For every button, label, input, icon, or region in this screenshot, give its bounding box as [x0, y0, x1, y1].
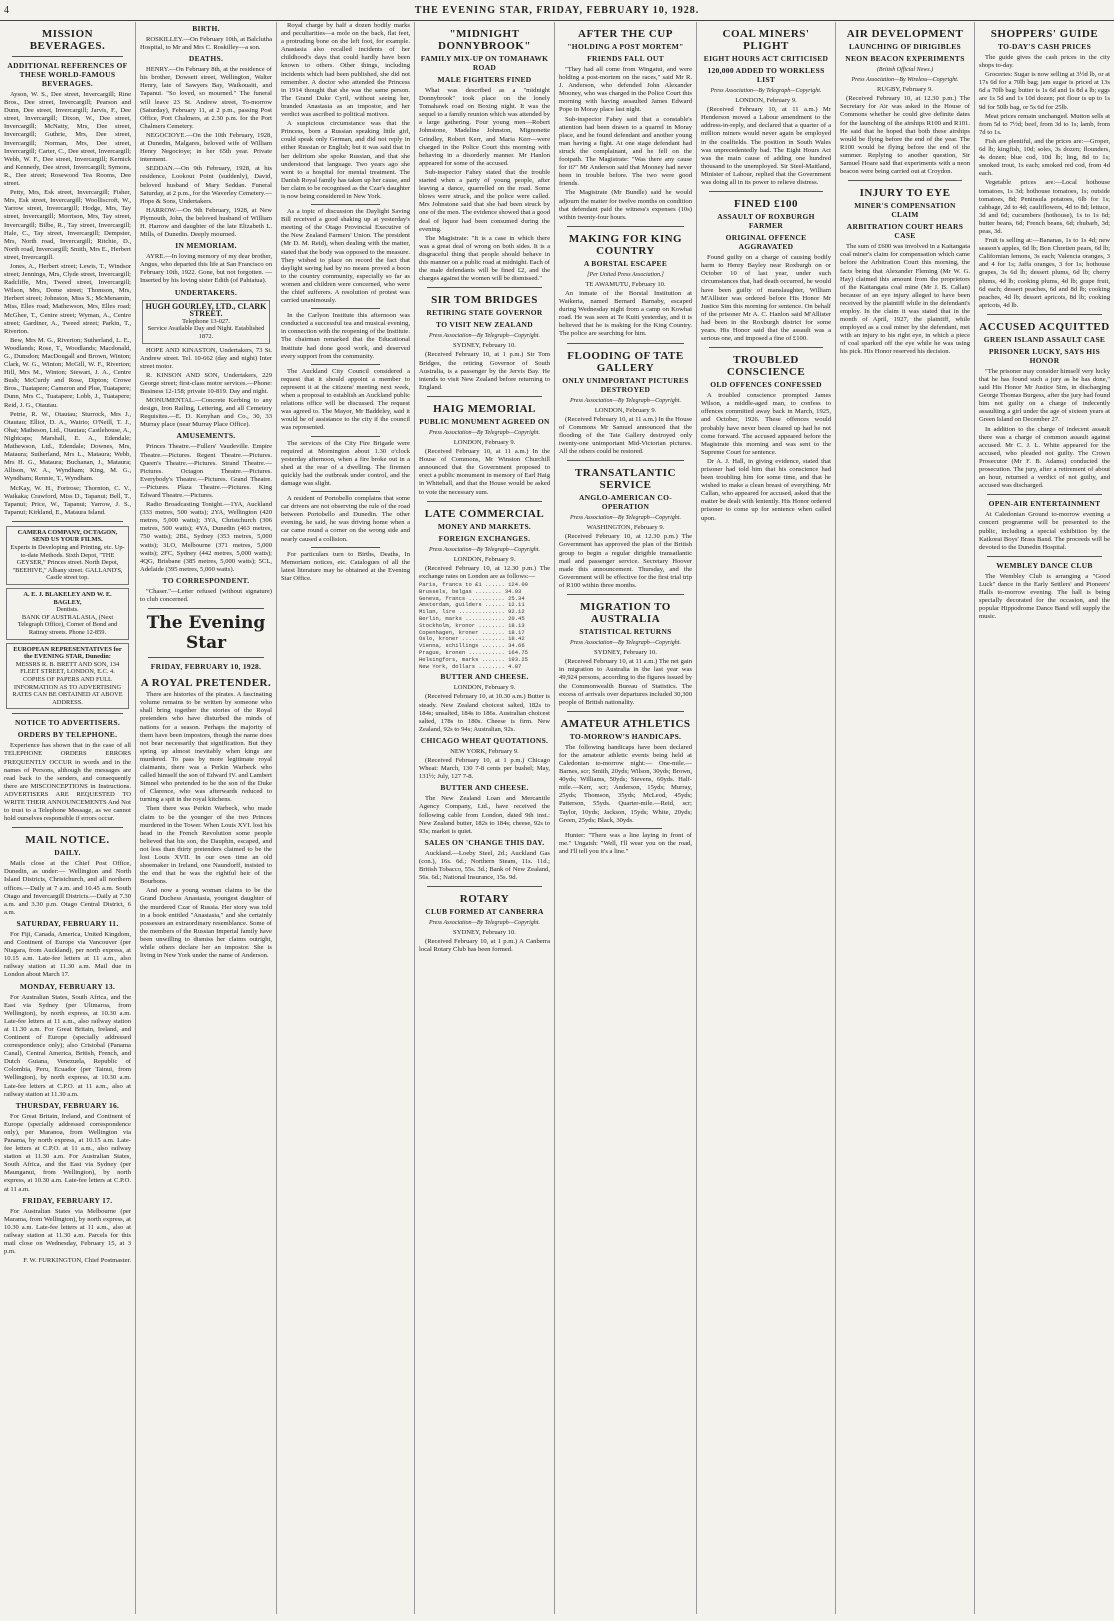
shoppers-vegetables: Vegetable prices are:—Local hothouse tomatoes, 1s 3d; hothouse tomatoes, 1s; outside tomatoes, 8d; Peninsula potatoes, 6lb for 1s; cabbage, 2d to 4d; cauliflowers, 4d to 8d; lettuce, 3d and 6d; cucumbers (hothouse), 1s to 1s 6d; butter beans, 6d; French beans, 6d; rhubarb, 3d; peas, 3d.: [979, 179, 1110, 235]
accused-acquitted-text-2: In addition to the charge of indecent assault there was a charge of common assault against accused. Mr C. J. L. White appeared for the accused, who pleaded not guilty. The Crown Prosecutor (Mr F. B. Adams) conducted the prosecution. The jury, after a retirement of about an hour, returned a verdict of not guilty, and accused was discharged.: [979, 425, 1110, 490]
death-notice-1: HENRY.—On February 8th, at the residence of his brother, Dowsett street, Wellington, Walter Henry, late of Sawyers Bay, Waikouaiti, and Tapanui. "So loved, so mourned." The funeral will leave 23 St. Andrew street, To-morrow (Saturday), February 11, at 2 p.m., passing Post Office, Port Chalmers, at 2.30 p.m. for the Port Chalmers Cemetery.: [140, 66, 272, 130]
footer-joke: Hunter: "There was a line laying in front of me." Ungaish: "Well, I'll wear you on the road, and I'll tell you it's a line.": [559, 831, 692, 855]
fx-row: Helsingfors, marks ....... 193.25: [419, 655, 528, 663]
news-auckland-council: The Auckland City Council considered a request that it should appoint a member to represent it at the citizens' meeting next week, when a proposal to establish an Auckland public relations office will be discussed. The request was agreed to. The Mayor, Mr Baddeley, said it would be of assistance to the city if the council was represented.: [281, 367, 410, 432]
reference-list-5: Petrie, R. W., Otautau; Sturrock, Mrs J., Otautau; Elliot, D. A., Wairio; O'Neill, T. J., Ohai; Matheson, Ltd., Otautau; Castlehouse, A., Nightcaps; Marshall, E. A., Edendale; Mathewson, Ltd., Edendale; Downes, Mrs, Mataura; Sutherland, Mrs L., Mataura; Webb, Mrs H. G., Mataura; Buchanan, J., Mataura; Allison, W. A., Wyndham; King, M. G., Wyndham; Rennie, T., Wyndham.: [4, 410, 131, 483]
heading-mission-beverages: MISSION BEVERAGES.: [29, 28, 106, 52]
fined-subheading: ASSAULT OF ROXBURGH FARMER: [717, 212, 815, 231]
fx-row: Stockholm, kronor ........ 18.13: [419, 621, 525, 629]
late-commercial-heading: LATE COMMERCIAL: [424, 507, 545, 520]
injury-eye-subheading: MINER'S COMPENSATION CLAIM: [854, 201, 956, 220]
mail-daily-text: Mails close at the Chief Post Office, Dunedin, as under:— Wellington and North Island Districts, Christchurch, and all northern offices.—Daily at 7 a.m. and 10.45 a.m. South Otago and Invercargill Districts.—Daily at 7.30 a.m. and 3.30 p.m. Otago Central District, 6 a.m.: [4, 860, 131, 916]
troubled-conscience-text-2: Dr A. J. Hall, in giving evidence, stated that prisoner had told him that his conscience had been troubling him for some time, and that he wished to make a clean breast of everything. Mr Callan, who appeared for accused, asked that the matter be dealt with leniently. His Honor ordered prisoner to come up for sentence when called upon.: [701, 457, 831, 522]
death-notice-2: NEGOCIOYE.—On the 10th February, 1928, at Dunedin, Malgares, beloved wife of William Henry Negocioye; in her 65th year. Private interment.: [140, 131, 272, 164]
column-7: [836, 22, 975, 1614]
sales-text: Auckland.—Loeby Steel, 2d.; Auckland Gas (con.), 16s. 6d.; Northern Steam, 11s. 11d.; British Tobacco, 55s. 3d.; Bank of New Zealand, 56s. 6d.; National Insurance, 15s. 9d.: [419, 849, 550, 882]
rotary-dateline: SYDNEY, February 10.: [453, 929, 516, 937]
athletics-subheading: TO-MORROW'S HANDICAPS.: [569, 731, 682, 741]
king-dateline: TE AWAMUTU, February 10.: [585, 280, 666, 288]
migration-text: (Received February 10, at 11 a.m.) The net gain in migration to Australia in the last year was 49,924 persons, according to the figures issued by the Commonwealth Bureau of Statistics. The excess of arrivals over departures included 30,300 people of British nationality.: [559, 658, 692, 706]
deaths-heading: DEATHS.: [188, 54, 224, 64]
donnybrook-subheading-2: MALE FIGHTERS FINED: [437, 75, 532, 84]
column-8: [975, 22, 1114, 1614]
reference-list-3: Jones, A., Herbert street; Lewis, T., Windsor street; Jennings, Mrs, Clyde street, Invercargill; Radcliffe, Mrs, Tweed street, Invercargill; Wilson, Mrs, Dome street; Thomson, Mrs, Herbert street; Johnston, Miss S.; McMenamin, Miss, Elles road; Mathewson, Mrs, Elles road; McGhee, T., Centre street; Wyman, A., Centre street; Gardiner, A., Tweed street; Parkin, T., Riverton.: [4, 262, 131, 335]
leader-paragraph-3: And now a young woman claims to be the Grand Duchess Anastasia, youngest daughter of the murdered Czar of Russia. Her story was told in a book entitled "Anastasia," and she certainly possesses an extraordinary resemblance. Some of the members of the Russian Imperial family have been unwilling to dismiss her claims outright, while others declare her an impostor. She is living in New York under the name of Anderson.: [140, 887, 272, 960]
gourley-text: Service Available Day and Night. Established 1872.: [147, 325, 265, 340]
reference-list-6: McKay, W. H., Fortrose; Thornton, C. V., Waikaka; Crawford, Miss D., Tapanui; Bell, T., Tapanui; Price, W., Tapanui; Yarrow, J. S., Tapanui; Kirkland, E., Mataura Island.: [4, 484, 131, 516]
air-development-subheading: LAUNCHING OF DIRIGIBLES: [848, 42, 962, 51]
wembley-text: The Wembley Club is arranging a "Good Luck" dance in the Early Settlers' and Pioneers' Halls to-morrow evening. The hall is being specially decorated for the occasion, and the popular Hippodrome Dance Band will supply the music.: [979, 572, 1110, 621]
air-development-subheading-2: NEON BEACON EXPERIMENTS: [845, 54, 965, 63]
after-cup-text-3: The Magistrate (Mr Bundle) said he would adjourn the matter for twelve months on condition that defendant paid the witness's expenses (10s) within twenty-four hours.: [559, 189, 692, 221]
radio-broadcasting: Radio Broadcasting Tonight.—1YA, Auckland (333 metres, 500 watts); 2YA, Wellington (420 metres, 5,000 watts); 3YA, Christchurch (306 metres, 500 watts); 4YA, Dunedin (463 metres, 750 watts); 2BL, Sydney (353 metres, 5,000 watts); 3LO, Melbourne (371 metres, 5,000 watts); 2FC, Sydney (442 metres, 5,000 watts); 4QG, Brisbane (385 metres, 5,000 watts); 5CL, Adelaide (395 metres, 5,000 watts).: [140, 501, 272, 573]
chicago-dateline: NEW YORK, February 9.: [450, 747, 519, 755]
chicago-text: (Received February 10, at 1 p.m.) Chicago Wheat: March, 130 7-8 cents per bushel; May, 131½; July, 127 7-8.: [419, 757, 550, 781]
reference-list-1: Ayson, W. S., Dee street, Invercargill; Rine Bros., Dee street, Invercargill; Pearson and Dunn, Dee street, Invercargill; Jarvis, F., Dee street, Invercargill; Dixon, W., Dee street, Invercargill; McNatty, Mrs, Dee street, Invercargill; Guthrie, Mrs, Dee street, Invercargill; Norman, Mrs, Dee street, Invercargill; Carter, C., Dee street, Invercargill; Webb, W. F., Dee street, Invercargill; Kernick and Kennedy, Dee street, Invercargill; Symons, R., Dee street; Rosewood Tea Rooms, Dee street.: [4, 91, 131, 188]
fined-subheading-2: ORIGINAL OFFENCE AGGRAVATED: [725, 233, 807, 252]
shoppers-intro: The guide gives the cash prices in the city shops to-day.: [979, 54, 1110, 70]
air-development-heading: AIR DEVELOPMENT: [846, 28, 964, 40]
tate-heading: FLOODING OF TATE GALLERY: [567, 349, 684, 374]
mail-thursday-heading: THURSDAY, FEBRUARY 16.: [15, 1100, 120, 1110]
leader-heading: A ROYAL PRETENDER.: [140, 677, 272, 690]
column-3: [277, 22, 415, 1614]
mail-monday-text: For Australian States, South Africa, and the East via Sydney (per Ulimaroa, from Wellington), by north express, at 10.30 a.m. Late-fee letters at 11 a.m., also railway station at 11.30 a.m. For Great Britain, Ireland, and Continent of Europe (specially addressed correspondence only); also Cristobal (Panama Canal), Central America, British, French, and Dutch Guiana, Venezuela, Republic of Colombia, Peru, Ecuador (per Tainui, from Wellington), by north express, at 10.30 a.m. Late-fee letters at C.P.O. at 11 a.m., also at railway station at 11.30 a.m.: [4, 993, 131, 1098]
gourley-ad: [142, 300, 270, 344]
subheading-references: ADDITIONAL REFERENCES OF THESE WORLD-FAMOUS BEVERAGES.: [7, 61, 128, 88]
troubled-conscience-subheading: OLD OFFENCES CONFESSED: [710, 380, 822, 390]
after-cup-heading: AFTER THE CUP: [578, 28, 673, 40]
air-press-line: Press Association—By Wireless—Copyright.: [851, 77, 959, 84]
king-press-line: [Per United Press Association.]: [587, 271, 664, 278]
coal-miners-subheading-2: 120,000 ADDED TO WORKLESS LIST: [707, 66, 825, 84]
accused-acquitted-text: "The prisoner may consider himself very lucky that he has found such a jury as he has done," said His Honor Mr Justice Sim, in discharging George Thomas Burgess, after the jury had found him not guilty on a charge of indecently assaulting a girl under the age of sixteen years at Green Island on December 27.: [979, 367, 1110, 424]
orders-telephone-heading: ORDERS BY TELEPHONE.: [17, 730, 118, 740]
reference-list-4: Bew, Mrs M. G., Riverton; Sutherland, L. E., Woodlands; Rose, T., Woodlands; Macdonald, G., Dunsdon; MacDougall and Brown, Winton; Clark, W. G., Winton; McGill, W. F., Riverton; Hill, Mrs M., Winton; Stewart, J. A., Centre Bush; McCurdy and Rose, Dipton; Crowe Bros., Tuatapere; Cameron and Plue, Tuatapere; Dunn, Mrs C., Tuatapere; Lobb, J., Tuatapere; Reid, J. G., Otautau.: [4, 336, 131, 409]
dentists-ad-heading: A. E. J. BLAKELEY AND W. E. BAGLEY,: [23, 591, 112, 606]
king-country-heading: MAKING FOR KING COUNTRY: [568, 232, 683, 257]
mail-friday-heading: FRIDAY, FEBRUARY 17.: [22, 1195, 113, 1205]
shoppers-fish: Fish are plentiful, and the prices are:—Groper, 6d lb; kingfish, 10d; soles, 3s dozen; flounders, 4s dozen; blue cod, 10d lb; ling, 8d to 1s; smoked trout, 1s each; smoked red cod, from 4d each.: [979, 137, 1110, 178]
butter-cheese-heading-2: BUTTER AND CHEESE.: [440, 783, 529, 793]
gourley-telephone: Telephone 13-027.: [182, 317, 230, 325]
masthead-title: THE EVENING STAR, FRIDAY, FEBRUARY 10, 1928.: [414, 4, 700, 16]
bridges-dateline: SYDNEY, February 10.: [453, 342, 516, 350]
sales-change-heading: SALES ON 'CHANGE THIS DAY.: [424, 837, 545, 847]
donnybrook-text-2: Sub-inspector Fahey stated that the trouble started when a party of young people, after leaving a dance, quarrelled on the road. Some blows were struck, and the police were called. Mrs Johnstone said that she had been struck by one of the men. The evidence showed that a good deal of liquor had been consumed during the evening.: [419, 168, 550, 233]
masthead: [0, 0, 1114, 21]
haig-heading: HAIG MEMORIAL: [433, 402, 536, 415]
fx-dateline: LONDON, February 9.: [453, 555, 516, 563]
fx-row: Paris, francs to £1 ...... 124.00: [419, 581, 528, 589]
fx-row: New York, dollars ........ 4.87: [419, 662, 522, 670]
column-6: [697, 22, 836, 1614]
after-cup-text-2: Sub-inspector Fahey said that a constable's attention had been drawn to a quarrel in Moray place, and he found defendant and another young man having a fight. At one stage defendant had struck the complainant, and he fell on the footpath. The Magistrate: "Was there any cause for it?" Mr Anderson said that Mooney had never been in trouble before. The two were good friends.: [559, 115, 692, 188]
coal-miners-text: (Received February 10, at 11 a.m.) Mr Henderson moved a Labour amendment to the address-in-reply, and declared that a quarter of a million miners would never again be employed in the coalfields. The position in South Wales was unprecedentedly bad. The Eight Hours Act was the main cause of adding one hundred thousand to the unemployed. Sir Steel-Maitland, Minister of Labour, replied that the Government was doing all in its power to relieve distress.: [701, 106, 831, 187]
tate-dateline: LONDON, February 9.: [594, 406, 657, 414]
monumental-ad: MONUMENTAL.—Concrete Kerbing to any design, Iron Railing, Lettering, and all Cemetery Requisites.—E. D. Kenyhan and Co., 30, 33 Murray place (near Murray Place Office).: [140, 397, 272, 429]
chicago-wheat-heading: CHICAGO WHEAT QUOTATIONS.: [420, 735, 549, 745]
coal-dateline: LONDON, February 9.: [735, 97, 797, 105]
birth-notice: ROSKILLEY.—On February 10th, at Balclutha Hospital, to Mr and Mrs C. Roskilley—a son.: [140, 36, 272, 52]
butter-text-2: The New Zealand Loan and Mercantile Agency Company, Ltd., have received the following cable from London, dated 9th inst.: New Zealand butter, 182s to 184s; cheese, 92s to 93s; market is quiet.: [419, 795, 550, 835]
issue-date: FRIDAY, FEBRUARY 10, 1928.: [150, 662, 262, 672]
fined-text: Found guilty on a charge of causing bodily harm to Henry Bayley near Roxburgh on or October 10 of last year, under such circumstances that, had death occurred, he would have been guilty of manslaughter, William M'Allister was ordered before His Honor Mr Justice Sim this morning for sentence. On behalf of the prisoner Mr A. C. Hanlon said M'Allister had been in the Roxburgh district for some years. His Honor said that the assault was a serious one, and imposed a fine of £100.: [701, 254, 831, 343]
bridges-heading: SIR TOM BRIDGES: [431, 294, 538, 307]
transatlantic-text: (Received February 10, at 12.30 p.m.) The Government has approved the plan of the British group to begin a regular dirigible transatlantic mail and passenger service. Secretary Hoover made this announcement. Thursday, and the Government will be effective for the first trial trip of R100 within three months.: [559, 533, 692, 589]
dentists-ad-text: BANK OF AUSTRALASIA, (Next Telegraph Office), Corner of Bond and Rattray streets. Phone 12-859.: [17, 613, 118, 636]
fx-row: Copenhagen, kroner ....... 18.17: [419, 628, 525, 636]
haig-text: (Received February 10, at 11 a.m.) In the House of Commons, Mr Winston Churchill announced that the Government proposed to erect a public monument in memory of Earl Haig in Whitehall, and that the House would be asked to vote the necessary sum.: [419, 448, 550, 496]
fx-press-line: Press Association—By Telegraph—Copyright.: [429, 546, 540, 553]
mail-daily-heading: DAILY.: [54, 848, 81, 858]
death-notice-3: SEDDAN.—On 9th February, 1928, at his residence, Lookout Point (suddenly), David, beloved husband of Mary Seddan. Funeral Saturday, at 2 p.m., for the Waverley Cemetery.—Hope & Sons, Undertakers.: [140, 165, 272, 205]
fx-row: Milan, lire .............. 92.12: [419, 608, 525, 616]
money-markets-heading: MONEY AND MARKETS.: [437, 521, 532, 531]
migration-dateline: SYDNEY, February 10.: [594, 649, 657, 657]
haig-dateline: LONDON, February 9.: [453, 439, 516, 446]
after-cup-text-1: "They had all come from Wingatui, and were holding a post-mortem on the races," said Mr R. J. Anderson, who defended John Alexander Mooney, who was charged in the Police Court this morning with having assaulted James Edward Pope in Moray place last night.: [559, 66, 692, 114]
european-ad-text: MESSRS R. B. BRETT AND SON, 134 FLEET STREET, LONDON, E.C. 4. COPIES OF PAPERS AND FULL INFORMATION AS TO ADVERTISING RATES CAN BE OBTAINED AT ABOVE ADDRESS.: [12, 660, 123, 706]
news-daylight-saving: As a topic of discussion the Daylight Saving Bill received a good shaking up at yesterday's meeting of the Otago Provincial Executive of the New Zealand Farmers' Union. The president (Mr D. M. Reid), when dealing with the matter, stated that the body was opposed to the measure. They wished to place on record the fact that daylight saving had by no means proved a boon to the country community, especially so far as women and children were concerned, who were the chief sufferers. A resolution of protest was carried unanimously.: [281, 208, 410, 305]
fx-row: Berlin, marks ............ 20.45: [419, 615, 525, 623]
bridges-text: (Received February 10, at 1 p.m.) Sir Tom Bridges, the retiring Governor of South Australia, is a passenger by the Jervis Bay. He intends to visit New Zealand before returning to England.: [419, 351, 550, 391]
dentists-ad: [6, 588, 129, 640]
mail-signature: F. W. FURKINGTON, Chief Postmaster.: [23, 1257, 131, 1265]
air-official-line: (British Official News.): [876, 67, 934, 73]
after-cup-subheading: "HOLDING A POST MORTEM": [567, 42, 684, 51]
donnybrook-heading: "MIDNIGHT DONNYBROOK": [438, 28, 531, 52]
camera-ad-subheading: SEND US YOUR FILMS.: [32, 536, 103, 544]
birth-heading: BIRTH.: [192, 24, 220, 33]
mail-saturday-text: For Fiji, Canada, America, United Kingdom, and Continent of Europe via Vancouver (per Niagara, from Auckland), per north express, at 10.15 a.m. Late-fee letters at 11 a.m., also railway station at 11.30 a.m. Mail due in London about March 17.: [4, 930, 131, 979]
coal-press-line: Press Association—By Telegraph—Copyright.: [710, 88, 822, 94]
tate-text: (Received February 10, at 11 a.m.) In the House of Commons Mr Samuel announced that the flooding of the Tate Gallery destroyed only twenty-one unimportant Mid-Victorian pictures. All the others could be restored.: [559, 415, 693, 456]
leader-paragraph-2: Then there was Perkin Warbeck, who made claim to be the younger of the two Princes murdered in the Tower. When Louis XVI. lost his head in the French Revolution some people believed that his son, the Dauphin, escaped, and not less than thirty pretenders claimed to be the lost Louis XVII. In our own time an old shoemaker in Ireland, one Naundorff, insisted to the end that he was the rightful heir of the Bourbons.: [140, 805, 272, 886]
haig-press-line: Press Association—By Telegraph—Copyright.: [429, 429, 540, 436]
foreign-exchanges-heading: FOREIGN EXCHANGES.: [438, 533, 531, 543]
mail-monday-heading: MONDAY, FEBRUARY 13.: [19, 981, 116, 991]
injury-eye-subheading-2: ARBITRATION COURT HEARS CASE: [846, 222, 964, 241]
reference-list-2: Petty, Mrs, Esk street, Invercargill; Fisher, Mrs, Esk street, Invercargill; Woolliscroft, W., Yarrow street, Invercargill; Hodge, Mrs, Tay street, Invercargill; Morrison, Mrs, Tay street, Invercargill; Bilbe, R., Tay street, Invercargill; Hale, C., Tay street, Invercargill; Dempster, Mrs, North road, Invercargill; Ritchie, D., North road, Invercargill; Smith, Mrs E., Herbert street, Invercargill.: [4, 189, 131, 261]
fined-heading: FINED £100: [734, 198, 798, 211]
page-number: 4: [4, 4, 10, 16]
transatlantic-dateline: WASHINGTON, February 9.: [586, 524, 665, 532]
camera-company-ad: [6, 526, 129, 585]
injury-eye-heading: INJURY TO EYE: [859, 187, 951, 200]
shoppers-meat: Meat prices remain unchanged. Mutton sells at from 5d to 7½d; beef, from 3d to 1s; lamb, from 7d to 1s.: [979, 112, 1110, 136]
bridges-press-line: Press Association—By Telegraph—Copyright.: [429, 333, 540, 340]
migration-heading: MIGRATION TO AUSTRALIA: [580, 601, 671, 626]
camera-ad-heading: CAMERA COMPANY, OCTAGON,: [17, 528, 118, 536]
correspondent-text: "Chaser."—Letter refused (without signature) to club concerned.: [140, 587, 272, 604]
in-memoriam-notice: AYRE.—In loving memory of my dear brother, Angus, who departed this life at San Francisco on February 10th, 1922. Gone, but not forgotten. —Inserted by his loving sister Edith (of Pahiatua).: [140, 253, 272, 285]
tate-subheading: ONLY UNIMPORTANT PICTURES DESTROYED: [562, 375, 689, 394]
fx-row: Prague, kronen ........... 164.75: [419, 649, 528, 656]
news-portobello: A resident of Portobello complains that some car drivers are not observing the rule of the road between Portobello and Dunedin. The other evening, he said, he was driving home when a car came round a corner on the wrong side and nearly caused a collision.: [281, 495, 410, 543]
fx-table: [419, 582, 550, 670]
king-country-subheading: A BORSTAL ESCAPEE: [583, 258, 668, 268]
correspondent-heading: TO CORRESPONDENT.: [162, 575, 250, 585]
mail-friday-text: For Australian States via Melbourne (per Marama, from Wellington), by north express, at 10.30 a.m. Late-fee letters at 11 a.m., also at railway station at 11.30 a.m. Parcels for this mail close on Wednesday, February 15, at 3 p.m.: [4, 1207, 131, 1256]
leader-continued-2: A suspicious circumstance was that the Princess, born a Russian speaking little girl, could speak only German, and did not reply in either Russian or English; but it was said that in her delirium she spoke Russian, and that she understood that language. Two years ago she went to a hospital for mental treatment. The Danish Royal family has taken up her cause, and her claim to be recognised as the Czar's daughter is now being considered in New York.: [281, 120, 410, 200]
butter-text: (Received February 10, at 10.30 a.m.) Butter is steady. New Zealand choicest salted, 182s to 184s; unsalted, 184s to 186s. Australian choicest salted, 178s to 180s. Cheese is firm. New Zealand, 92s to 94s; Australian, 92s.: [419, 693, 550, 733]
gourley-name: HUGH GOURLEY, LTD., CLARK STREET.: [145, 301, 267, 319]
shoppers-guide-subheading: TO-DAY'S CASH PRICES: [997, 42, 1092, 51]
shoppers-guide-heading: SHOPPERS' GUIDE: [990, 28, 1099, 40]
camera-ad-text: Experts in Developing and Printing, etc. Up-to-date Methods. Sixth Depot, "THE GEYSER," Princes street. North Depot, "BEEHIVE," Albany street. GALLAND'S, Castle street top.: [10, 544, 125, 582]
mail-thursday-text: For Great Britain, Ireland, and Continent of Europe (specially addressed correspondence only), per Maranoa, from Wellington via Panama, by north express, at 10.15 a.m. Late-fee letters at C.P.O. at 11 a.m., also railway station at 11.30 a.m. For Australian States, South Africa, and the East via Sydney (per Maunganui, from Wellington), by north express, at 10.30 a.m. Late-fee letters at C.P.O. at 11 a.m.: [4, 1112, 131, 1193]
column-5: [555, 22, 697, 1614]
fx-row: Geneva, francs ........... 25.34: [419, 594, 525, 602]
troubled-conscience-text: A troubled conscience prompted James Wilson, a middle-aged man, to confess to offences committed away back in March, 1925, and October, 1926. These offences would probably have never been cleared up had he not come forward. The accused appeared before the Magistrate this morning and was sent to the Supreme Court for sentence.: [701, 392, 831, 456]
donnybrook-subheading: FAMILY MIX-UP ON TOMAHAWK ROAD: [420, 54, 549, 72]
athletics-heading: AMATEUR ATHLETICS: [560, 717, 691, 730]
transatlantic-subheading: ANGLO-AMERICAN CO-OPERATION: [578, 493, 673, 512]
death-notice-4: HARROW.—On 9th February, 1928, at New Plymouth, John, the beloved husband of William H. Harrow and daughter of the late Elizabeth L. Mills, of Dunedin. Deeply mourned.: [140, 206, 272, 239]
kinson-ad: R. KINSON AND SON, Undertakers, 229 George street; first-class motor services.—Phone: Business 12-158; private 10-819. Day and night.: [140, 371, 272, 395]
butter-cheese-heading: BUTTER AND CHEESE.: [440, 672, 529, 682]
news-particulars: For particulars turn to Births, Deaths, In Memoriam notices, etc. Catalogues of all the latest literature may be obtained at the Evening Star Office.: [281, 550, 410, 582]
leader-paragraph-1: There are histories of the pirates. A fascinating volume remains to be written by someone who shall bring together the stories of the Royal pretenders who have disturbed the minds of nations for a season. Perhaps the majority of them have been impostors, though the name does not bear necessarily that signification. But they spring up almost inevitably when kings are murdered. To pass by more legitimate royal claimants, there was a Perkin Warbeck who called himself the son of Edward IV. and Lambert Simnel who pretended to be the son of the Duke of Clarence, who was afterwards reduced to turning a spit in the royal kitchens.: [140, 691, 272, 804]
fx-row: Oslo, kroner ............. 18.42: [419, 635, 525, 643]
butter-dateline: LONDON, February 9.: [453, 684, 516, 692]
open-air-heading: OPEN-AIR ENTERTAINMENT: [988, 499, 1101, 509]
fx-text: (Received February 10, at 12.30 p.m.) The exchange rates on London are as follows:—: [419, 564, 550, 580]
mail-saturday-heading: SATURDAY, FEBRUARY 11.: [16, 918, 119, 928]
transatlantic-press-line: Press Association—By Telegraph—Copyright.: [570, 515, 681, 522]
news-fire-brigade: The services of the City Fire Brigade were required at Mornington about 1.30 o'clock yesterday afternoon, when a fire broke out in a shed at the rear of a dwelling. The firemen quickly had the outbreak under control, and the damage was slight.: [281, 439, 410, 487]
hope-kinaston-ad: HOPE AND KINASTON, Undertakers, 73 St. Andrew street. Tel. 10-662 (day and night) Inter street motor.: [140, 346, 272, 370]
accused-acquitted-heading: ACCUSED ACQUITTED: [979, 320, 1110, 333]
european-representatives-ad: [6, 643, 129, 710]
rotary-press-line: Press Association—By Telegraph—Copyright.: [429, 920, 540, 927]
haig-subheading: PUBLIC MONUMENT AGREED ON: [419, 416, 550, 426]
dentists-ad-subheading: Dentists.: [56, 606, 79, 614]
injury-eye-text: The sum of £600 was involved in a Kaitangata coal miner's claim for compensation which came before the Arbitration Court this morning, the facts being that Alexander Fleming (Mr W. G. Hay) claimed this amount from the proprietors of the Kaitangata coal mine (Mr J. B. Callan) because of an eye injury alleged to have been received by the plaintiff while in the defendant's employ. In the claim it was stated that in the month of April, 1927, the plaintiff, while employed as a coal miner by the defendant, met with an injury to his right eye, in which a piece of coal sparked off the eye while he was using his pick. His Honor reserved his decision.: [840, 243, 970, 356]
news-carlyon-institute: In the Carlyon Institute this afternoon was conducted a successful tea and musical evening, in connection with the reopening of the Institute. The chairman remarked that the Educational Institute had done good work, and deserved every support from the community.: [281, 312, 410, 360]
european-ad-heading: EUROPEAN REPRESENTATIVES for the EVENING STAR, Dunedin:: [13, 645, 122, 661]
accused-acquitted-subheading: GREEN ISLAND ASSAULT CASE: [983, 334, 1106, 344]
coal-miners-heading: COAL MINERS' PLIGHT: [722, 28, 810, 52]
accused-acquitted-subheading-2: PRISONER LUCKY, SAYS HIS HONOR: [988, 346, 1101, 365]
migration-press-line: Press Association—By Telegraph—Copyright.: [570, 640, 681, 647]
coal-miners-subheading: EIGHT HOURS ACT CRITICISED: [703, 54, 829, 63]
rotary-heading: ROTARY: [459, 893, 510, 906]
open-air-text: At Caledonian Ground to-morrow evening a concert programme will be presented to the public, including a special exhibition by the Kaikorai Boys' Brass Band. The proceeds will be devoted to the Dunedin Hospital.: [979, 511, 1110, 551]
donnybrook-text-1: What was described as a "midnight Donnybrook" took place on the lonely Tomahawk road on Boxing night. It was the sequel to a family reunion which was attended by a large gathering. Four young men—Robert Johnstone, Madeline Johnston, Mignonette Grindley, Robert Kerr, and Maria Kerr—were charged in the Police Court this morning with behaving in a disorderly manner. Mr Hanlon appeared for some of the accused.: [419, 87, 550, 167]
column-2: [136, 22, 277, 1614]
amusements-heading: AMUSEMENTS.: [176, 431, 236, 441]
after-cup-subheading-2: FRIENDS FALL OUT: [587, 54, 664, 63]
amusements-list: Princes Theatre.—Fullers' Vaudeville. Empire Theatre.—Pictures. Regent Theatre.—Pictures. Queen's Theatre.—Pictures. Strand Theatre.—Pictures. Octagon Theatre.—Pictures. Everybody's Theatre.—Pictures. Grand Theatre.—Pictures. Plaza Theatre.—Pictures. King Edward Theatre.—Pictures.: [140, 443, 272, 499]
fx-row: Brussels, belgas ........ 34.93: [419, 587, 522, 595]
rotary-text: (Received February 10, at 1 p.m.) A Canberra local Rotary Club has been formed.: [419, 938, 550, 954]
air-development-text: (Received February 10, at 12.30 p.m.) The Secretary for Air was asked in the House of Commons whether he could give definite dates for the launching of the airships R100 and R101. He said that he hoped that both these airships would be flying before the end of the year. The R100 would be flying before the end of the summer. Replying to another question, Sir Samuel Hoare said that experiments with a neon beacon were being carried out at Croydon.: [840, 95, 970, 176]
king-country-text: An inmate of the Borstal Institution at Waikeria, named Bernard Barnaby, escaped during Wednesday night from a camp on Kowhai road. He was seen at Te Kuiti yesterday, and it is believed that he is making for the King Country. The police are searching for him.: [559, 289, 692, 338]
shoppers-groceries: Groceries: Sugar is now selling at 3½d lb, or at 17s 6d for a 70lb bag; jam sugar is priced at 13s 6d a 70lb bag; butter is 1s 6d and 1s 8d a lb; eggs are 1s 5d and 1s 10d dozen; pot flour is up to 1s 9d for 50lb bag, or 5s 6d for 25lb.: [979, 71, 1110, 111]
undertakers-heading: UNDERTAKERS.: [174, 287, 238, 297]
bridges-subheading: RETIRING STATE GOVERNOR: [426, 308, 543, 318]
column-4: [415, 22, 555, 1614]
column-1: [0, 22, 136, 1614]
donnybrook-text-3: The Magistrate: "It is a case in which there was a great deal of wrong on both sides. It is a disgraceful thing that people should behave in this manner on a public road at midnight. Each of the male defendants will be fined £2, and the charges against the women will be dismissed.": [419, 234, 550, 283]
notice-advertisers-heading: NOTICE TO ADVERTISERS.: [14, 718, 121, 728]
fx-row: Amsterdam, guilders ...... 12.11: [419, 601, 525, 609]
tate-press-line: Press Association—By Telegraph—Copyright.: [570, 397, 681, 404]
leader-continued-1: Royal charge by half a dozen bodily marks and peculiarities—a mole on the back, flat feet, a protruding bone on the left foot, for example. Anastasia also recalled incidents of her childhood's days that could hardly have been known to others. Other things, including incidents which had been published, she did not remember. A doctor who attended the Princess in 1914 thought that she was the same person. The Grand Duke Cyril, without seeing her, branded Anastasia as an impostor, and her verdict was ascribed to political motives.: [281, 22, 410, 119]
rotary-subheading: CLUB FORMED AT CANBERRA: [425, 907, 544, 917]
notice-text: Experience has shown that in the case of all TELEPHONE ORDERS ERRORS FREQUENTLY OCCUR in words and in the names of Persons, although the messages are read back to the senders, and consequently there are MISCONCEPTIONS in Instructions. ADVERTISERS ARE REQUESTED TO WRITE THEIR ANNOUNCEMENTS And Not to trust to a Telephone Message, as we cannot hold ourselves responsible if errors occur.: [4, 742, 131, 823]
athletics-text: The following handicaps have been declared for the amateur athletic events being held at Caledonian to-morrow night:— One-mile.—Barnes, scr; Smith, 20yds; Wilson, 30yds; Brown, 40yds; Williams, 50yds; Stevens, 60yds. Half-mile.—Kerr, scr; Anderson, 15yds; Murray, 25yds; Thomson, 35yds; McLeod, 45yds; Patterson, 55yds. Quarter-mile.—Reid, scr; Taylor, 10yds; Jackson, 15yds; White, 20yds; Green, 25yds; Black, 30yds.: [559, 743, 692, 824]
troubled-conscience-heading: TROUBLED CONSCIENCE: [726, 354, 806, 379]
transatlantic-heading: TRANSATLANTIC SERVICE: [574, 467, 677, 492]
shoppers-fruit: Fruit is selling at:—Bananas, 1s to 1s 4d; new season's apples, 6d lb; Bon Chretien pears, 6d lb; Californian lemons, 3s each; Valencia oranges, 3 and 4 for 1s; Jaffa oranges, 3 for 1s; hothouse grapes, 3s 6d lb; dessert plums, 6d lb; cherry plums, 4d lb; cooking plums, 4d lb; grape fruit, 6d each; dessert peaches, 6d and 8d lb; cooking peaches, 4d lb; dessert apricots, 8d lb; cooking apricots, 4d lb.: [979, 237, 1110, 309]
migration-subheading: STATISTICAL RETURNS: [579, 627, 672, 637]
evening-star-logo: The Evening Star: [146, 613, 266, 654]
mail-notice-heading: MAIL NOTICE.: [25, 834, 110, 847]
wembley-heading: WEMBLEY DANCE CLUB: [996, 560, 1093, 570]
bridges-subheading-2: TO VISIT NEW ZEALAND: [436, 320, 533, 330]
fx-row: Vienna, schillings ....... 34.66: [419, 642, 525, 650]
air-dateline: RUGBY, February 9.: [877, 86, 933, 94]
in-memoriam-heading: IN MEMORIAM.: [175, 241, 237, 251]
